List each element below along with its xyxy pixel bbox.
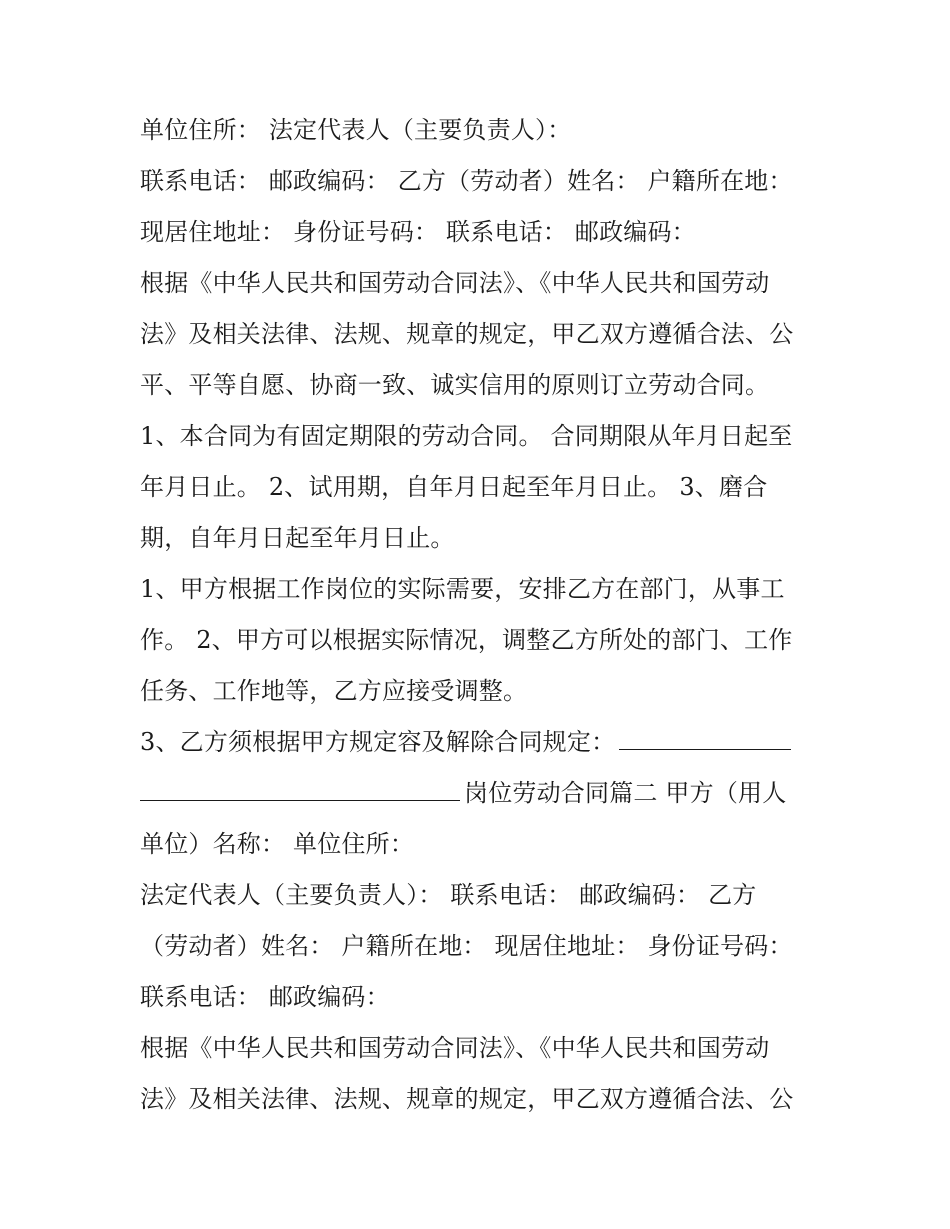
text-line: 联系电话： 邮政编码： xyxy=(140,983,390,1011)
text-line: （劳动者）姓名： 户籍所在地： 现居住地址： 身份证号码： xyxy=(140,932,793,960)
text-line: 根据《中华人民共和国劳动合同法》、《中华人民共和国劳动 xyxy=(140,1034,770,1062)
text-line: 单位）名称： 单位住所： xyxy=(140,830,415,858)
text-line: 现居住地址： 身份证号码： 联系电话： 邮政编码： xyxy=(140,218,696,246)
text-segment: 3、乙方须根据甲方规定容及解除合同规定： xyxy=(140,728,616,756)
text-segment: 岗位劳动合同篇二 甲方（用人 xyxy=(464,779,787,807)
text-line: 1、甲方根据工作岗位的实际需要，安排乙方在部门，从事工 xyxy=(140,575,785,603)
fill-in-blank xyxy=(619,719,791,750)
text-line: 联系电话： 邮政编码： 乙方（劳动者）姓名： 户籍所在地： xyxy=(140,167,793,195)
text-line: 根据《中华人民共和国劳动合同法》、《中华人民共和国劳动 xyxy=(140,269,770,297)
text-line-with-blank xyxy=(140,768,820,819)
text-line: 年月日止。 2、试用期，自年月日起至年月日止。 3、磨合 xyxy=(140,473,768,501)
text-line: 作。 2、甲方可以根据实际情况，调整乙方所处的部门、工作 xyxy=(140,626,793,654)
text-line: 1、本合同为有固定期限的劳动合同。 合同期限从年月日起至 xyxy=(140,422,793,450)
text-line: 单位住所： 法定代表人（主要负责人）： xyxy=(140,116,572,144)
text-line: 法定代表人（主要负责人）： 联系电话： 邮政编码： 乙方 xyxy=(140,881,757,909)
document-body xyxy=(140,105,820,1125)
text-line-with-blank xyxy=(140,717,820,768)
text-line: 期，自年月日起至年月日止。 xyxy=(140,524,455,552)
text-line: 任务、工作地等，乙方应接受调整。 xyxy=(140,677,528,705)
text-line: 平、平等自愿、协商一致、诚实信用的原则订立劳动合同。 xyxy=(140,371,770,399)
text-line: 法》及相关法律、法规、规章的规定，甲乙双方遵循合法、公 xyxy=(140,1085,794,1113)
text-line: 法》及相关法律、法规、规章的规定，甲乙双方遵循合法、公 xyxy=(140,320,794,348)
fill-in-blank xyxy=(140,770,460,801)
